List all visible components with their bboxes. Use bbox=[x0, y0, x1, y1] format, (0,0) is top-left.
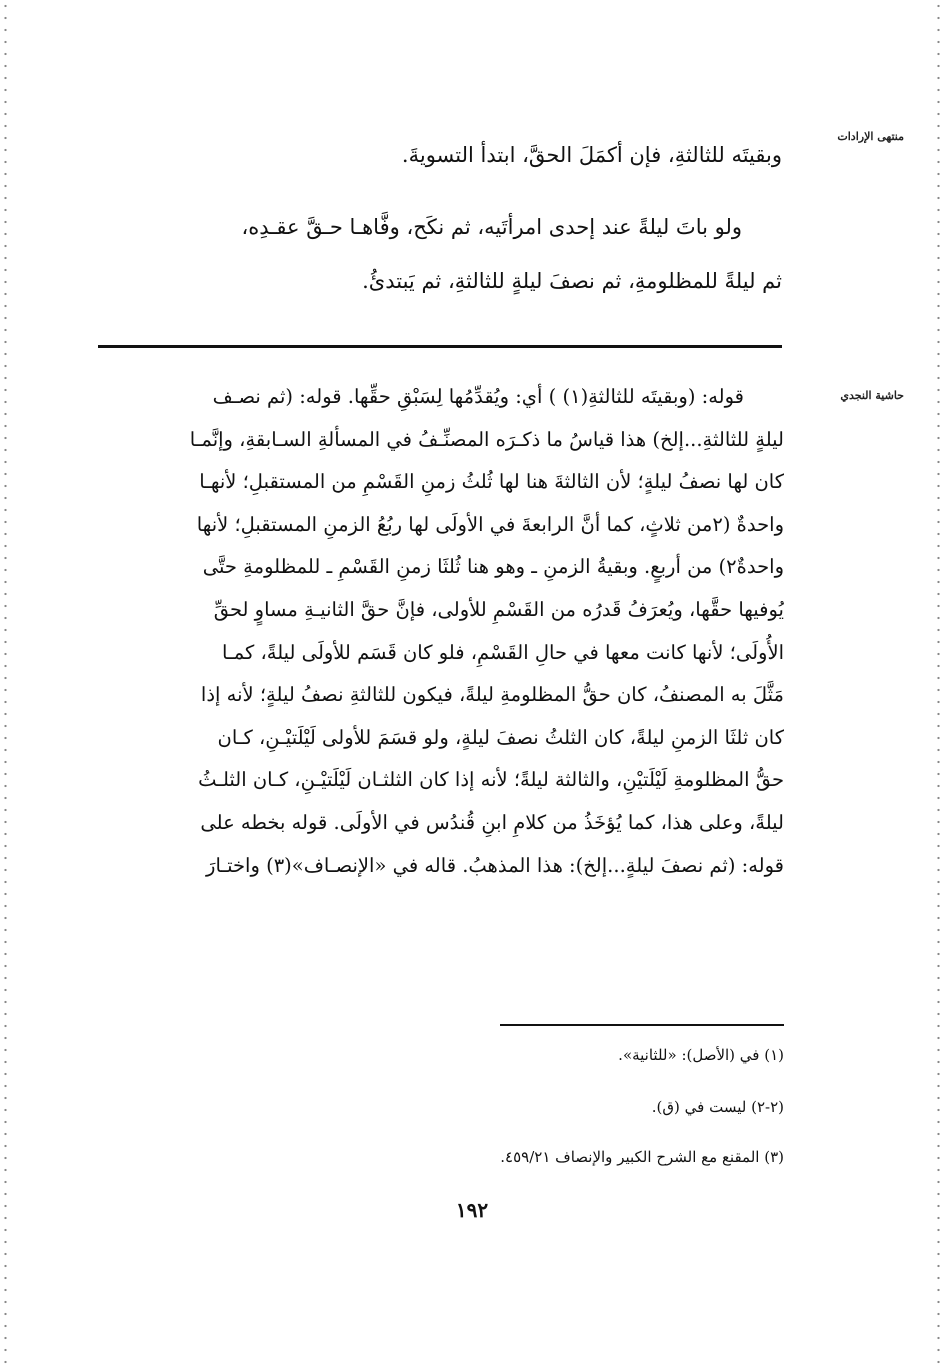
commentary-line: ليلةٍ للثالثةِ...إلخ) هذا قياسُ ما ذكـرَه المصنِّـفُ في المسألةِ السـابقةِ، وإنَّمـا bbox=[189, 427, 784, 451]
margin-label-commentary: حاشية النجدي bbox=[840, 389, 904, 402]
main-text-line: ولو باتَ ليلةً عند إحدى امرأتَيه، ثم نكَح، وفَّاهـا حـقَّ عقـدِه، bbox=[241, 215, 742, 239]
commentary-line: يُوفيها حقَّها، ويُعرَفُ قَدرُه من القَسْمِ للأولى، فإنَّ حقَّ الثانيـةِ مساوٍ لحقِّ bbox=[213, 597, 784, 621]
section-divider bbox=[98, 345, 782, 348]
commentary-line: كان لها نصفُ ليلةٍ؛ لأن الثالثةَ هنا لها ثُلثُ زمنِ القَسْمِ من المستقبلِ؛ لأنهـا bbox=[199, 470, 784, 494]
commentary-body bbox=[100, 376, 784, 887]
commentary-line: ليلةً، وعلى هذا، كما يُؤخَذُ من كلامِ ابنِ قُندُس في الأولَى. قوله بخطه على bbox=[200, 810, 784, 834]
margin-label-main-text: منتهى الإرادات bbox=[837, 130, 904, 143]
commentary-line: مَثَّلَ به المصنفُ، كان حقُّ المظلومةِ ليلةً، فيكون للثالثةِ نصفُ ليلةٍ؛ لأنه إذا bbox=[200, 683, 784, 707]
footnote-1: (١) في (الأصل): «للثانية». bbox=[618, 1046, 784, 1064]
main-text-line: وبقيتَه للثالثةِ، فإن أكمَلَ الحقَّ، ابتدأ التسويةَ. bbox=[401, 143, 782, 167]
main-text-paragraph-1 bbox=[100, 128, 782, 182]
commentary-line: كان ثلثَا الزمنِ ليلةً، كان الثلثُ نصفَ ليلةٍ، ولو قسَمَ للأولى لَيْلَتيْـنِ، كـان bbox=[217, 725, 784, 749]
commentary-line: واحدةٌ (٢من ثلاثٍ، كما أنَّ الرابعةَ في الأولَى لها ربُعُ الزمنِ المستقبلِ؛ لأنها bbox=[196, 512, 784, 536]
page-number: ١٩٢ bbox=[455, 1198, 489, 1222]
commentary-line: حقُّ المظلومةِ لَيْلَتيْنِ، والثالثة ليلةً؛ لأنه إذا كان الثلثـان لَيْلَتيْـنِ، كـان الثلـثُ bbox=[198, 768, 784, 792]
commentary-line: قوله: (ثم نصفَ ليلةٍ...إلخ): هذا المذهبُ. قاله في «الإنصـاف»(٣) واختـارَ bbox=[206, 853, 784, 877]
footnote-divider bbox=[500, 1024, 784, 1026]
main-text-paragraph-2 bbox=[100, 200, 782, 308]
right-page-edge bbox=[937, 0, 940, 1372]
commentary-line: واحدةٌ٢) من أربعٍ. وبقيةُ الزمنِ ـ وهو هنا ثُلثَا زمنِ القَسْمِ ـ للمظلومةِ حتَّى bbox=[202, 555, 784, 579]
main-text-line: ثم ليلةً للمظلومةِ، ثم نصفَ ليلةٍ للثالثةِ، ثم يَبتدئُ. bbox=[362, 269, 782, 293]
footnote-3: (٣) المقنع مع الشرح الكبير والإنصاف ٤٥٩/٢١. bbox=[500, 1148, 784, 1166]
footnote-2: (٢-٢) ليست في (ق). bbox=[651, 1098, 784, 1116]
commentary-line: الأُولَى؛ لأنها كانت معها في حالِ القَسْمِ، فلو كان قَسَم للأولَى ليلةً، كمـا bbox=[222, 640, 784, 664]
commentary-line: قوله: (وبقيتَه للثالثةِ(١) ) أي: ويُقدِّمُها لِسَبْقِ حقِّها. قوله: (ثم نصـف bbox=[212, 385, 744, 408]
left-page-edge bbox=[4, 0, 7, 1372]
